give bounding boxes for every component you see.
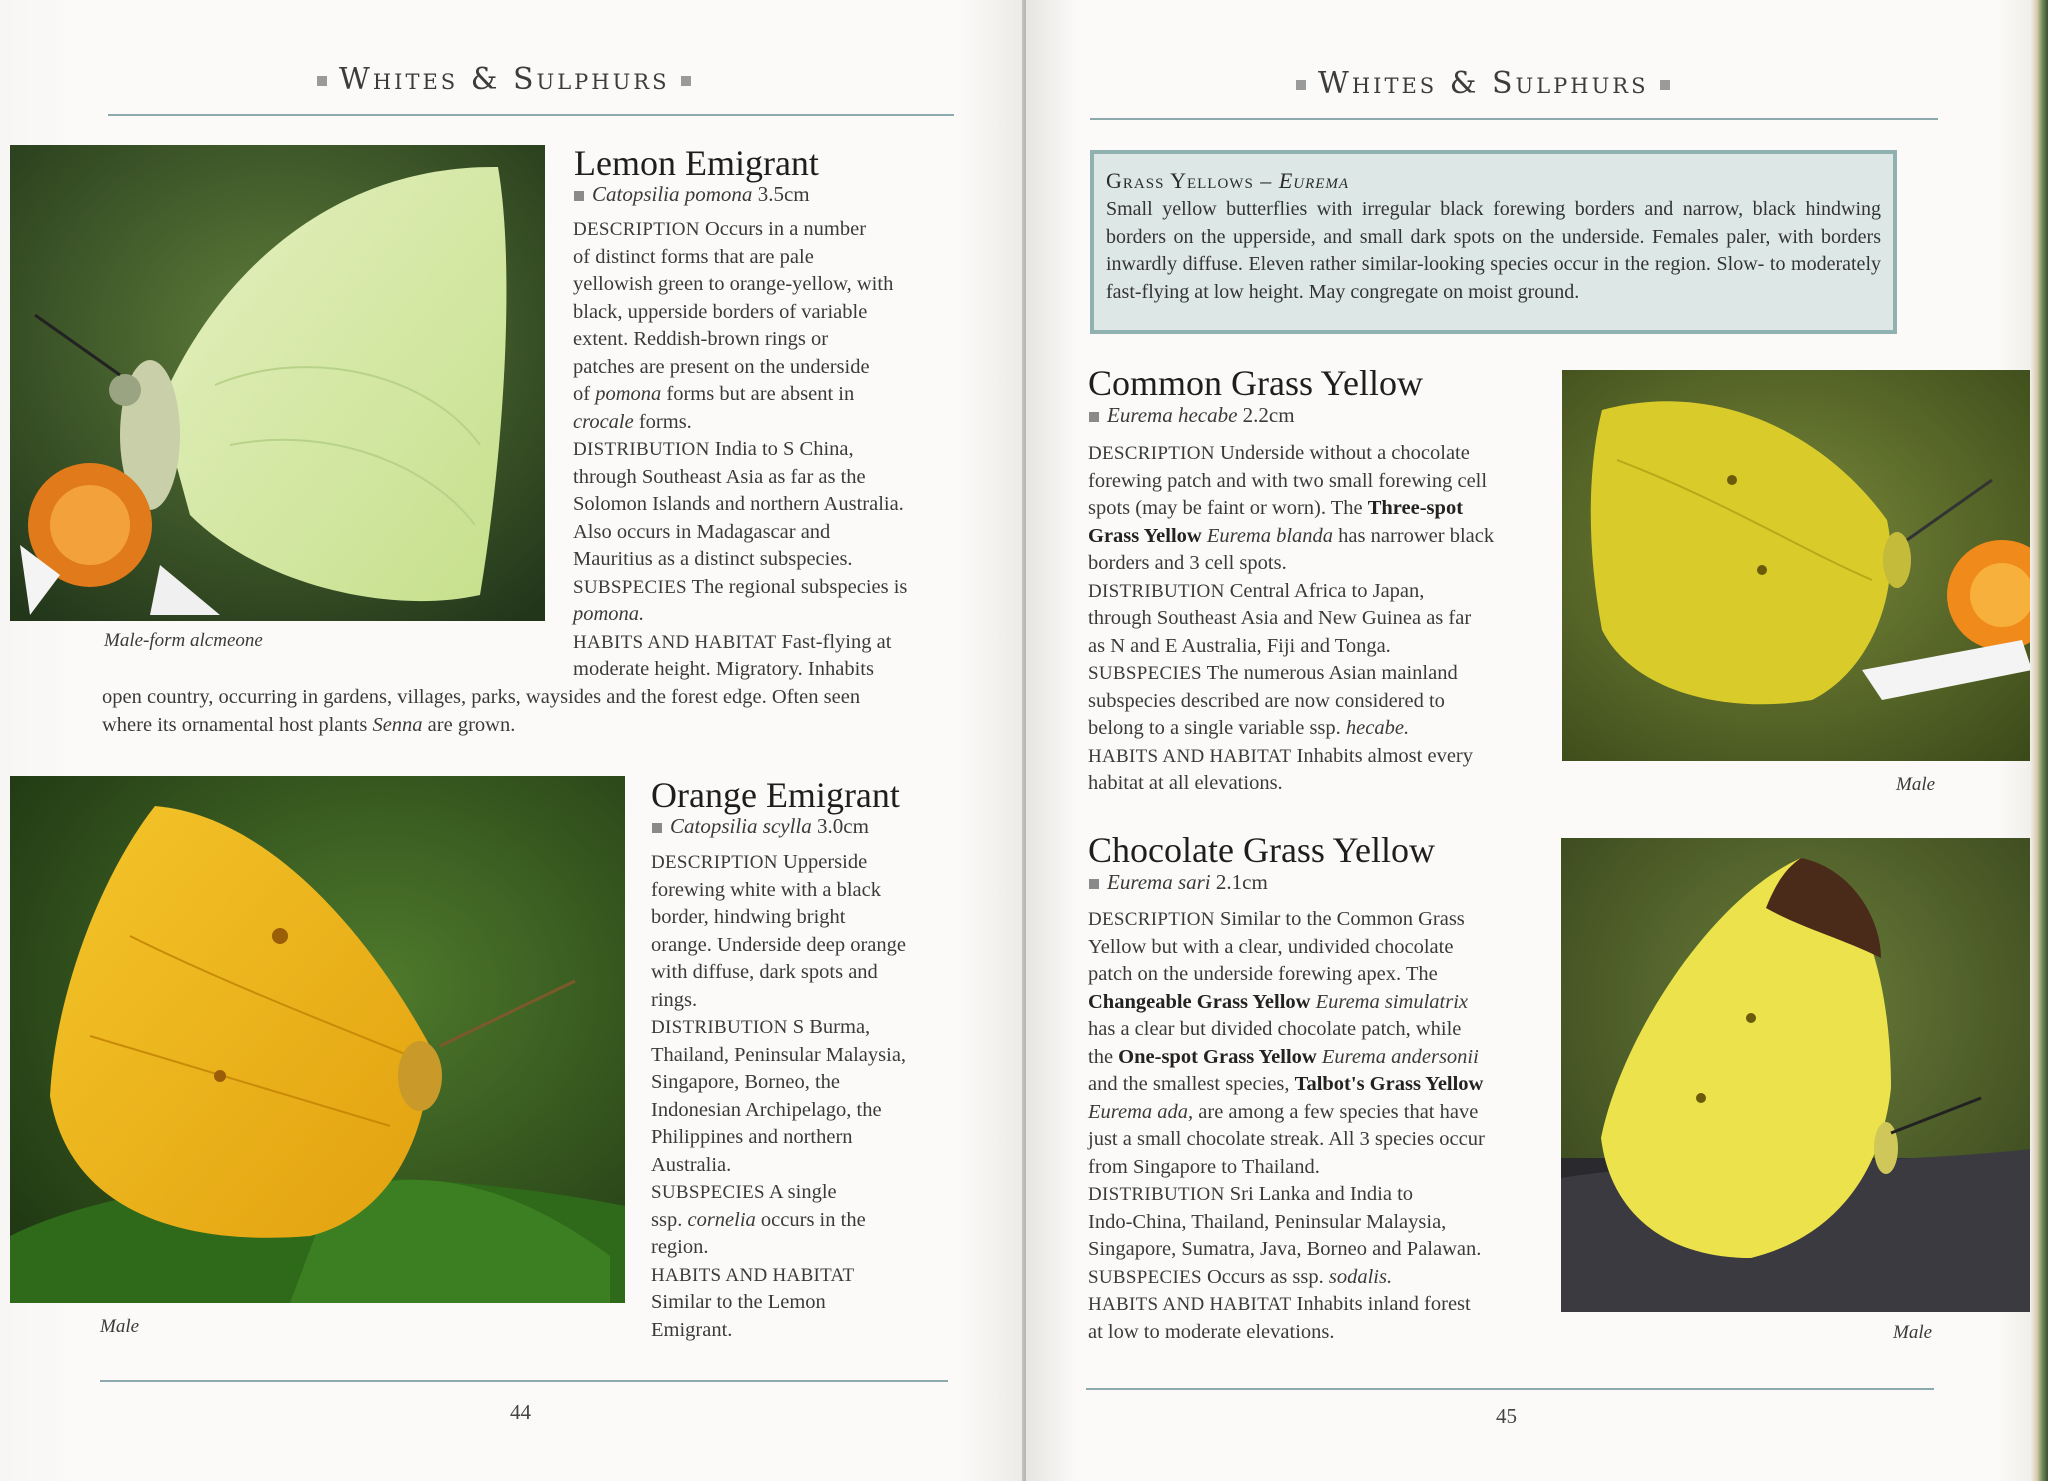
form-name: pomona [595,383,662,405]
text-line: Emigrant. [651,1318,733,1341]
heading-bullet-icon [681,76,691,86]
text-line: region. [651,1236,709,1258]
text-line: are among a few species that have [1198,1100,1479,1123]
text-line: Singapore, Borneo, the [651,1071,841,1093]
scientific-name: Catopsilia pomona [592,182,753,206]
text-line: Mauritius as a distinct subspecies. [573,548,853,570]
text-line: Also occurs in Madagascar and [573,520,831,543]
habits-label: HABITS AND HABITAT [1088,1294,1292,1315]
text-line: are grown. [427,713,516,736]
scientific-name: Catopsilia scylla [670,814,812,838]
text-line: yellowish green to orange-yellow, with [573,273,894,295]
text-line: Upperside [782,851,868,873]
text-line: A single [768,1181,837,1203]
text-line: Solomon Islands and northern Australia. [573,493,904,515]
wingspan: 2.2cm [1242,403,1295,427]
common-grass-yellow-title: Common Grass Yellow [1088,363,1424,403]
heading-bullet-icon [1296,80,1306,90]
host-plant-name: Senna [372,713,423,736]
chocolate-grass-yellow-scientific-line [1089,870,1268,895]
distribution-label: DISTRIBUTION [651,1017,788,1038]
text-line: through Southeast Asia as far as the [573,465,866,488]
left-page [0,0,1022,1481]
habits-label: HABITS AND HABITAT [651,1264,855,1286]
orange-emigrant-title: Orange Emigrant [651,775,900,815]
genus-box-heading: Grass Yellows – Eurema [1106,168,1350,193]
running-head: Whites & Sulphurs [305,62,703,97]
text-line: has a clear but divided chocolate patch, while [1088,1018,1462,1040]
text-line: just a small chocolate streak. All 3 species occur [1088,1128,1485,1150]
text-line: open country, occurring in gardens, villages, parks, waysides and the forest edge. Often seen [102,686,861,708]
subspecies-label: SUBSPECIES [1088,663,1202,684]
text-line: Indonesian Archipelago, the [651,1098,882,1121]
chocolate-grass-yellow-title: Chocolate Grass Yellow [1088,830,1435,870]
text-line: Australia. [651,1153,732,1176]
wingspan: 3.0cm [817,814,869,838]
common-grass-yellow-scientific-line [1089,403,1295,428]
bullet-icon [574,191,584,201]
text-line: black, upperside borders of variable [573,300,868,323]
running-head: Whites & Sulphurs [1284,66,1682,101]
heading-bullet-icon [317,76,327,86]
text-line: Yellow but with a clear, undivided chocolate [1088,935,1454,958]
text-line: moderate height. Migratory. Inhabits [573,658,874,680]
text-line: extent. Reddish-brown rings or [573,328,829,350]
common-grass-yellow-photo [1562,370,2042,761]
lemon-emigrant-text: DESCRIPTION Occurs in a number of distinct forms that are pale yellowish green to orange-yellow, with black, upperside borders of variable extent. Reddish-brown rings or patches are present on the underside of pomona forms but are absent in crocale forms. DISTRIBUTION India to S China, through Southeast Asia as far as the Solomon Islands and northern Australia. Also occurs in Madagascar and Mauritius as a distinct subspecies. SUBSPECIES The regional subspecies is pomona. HABITS AND HABITAT Fast-flying at moderate height. Migratory. Inhabits [573,216,1013,684]
scientific-name: Eurema hecabe [1107,403,1238,427]
page-number: 45 [1496,1404,1517,1428]
text-line: The numerous Asian mainland [1206,662,1458,684]
text-line: Occurs as ssp. [1207,1265,1324,1288]
text-line: Inhabits almost every [1296,744,1473,767]
text-line: Underside without a chocolate [1219,442,1470,464]
distribution-label: DISTRIBUTION [1088,580,1225,602]
text-line: through Southeast Asia and New Guinea as far [1088,607,1472,629]
form-name: crocale [573,410,634,433]
text-line: Sri Lanka and India to [1229,1183,1414,1205]
text-line: the [1088,1045,1114,1068]
header-rule [1090,118,1938,120]
text-line: Philippines and northern [651,1126,853,1148]
text-line: rings. [651,988,698,1011]
header-rule [108,114,954,116]
text-line: forms but are absent in [666,383,855,405]
text-line: The regional subspecies is [691,575,908,598]
text-line: patches are present on the underside [573,355,870,378]
chocolate-grass-yellow-caption: Male [1893,1322,1933,1343]
text-line: at low to moderate elevations. [1088,1320,1335,1343]
scientific-name: Eurema sari [1107,870,1211,894]
lemon-emigrant-scientific-line [574,182,810,207]
text-line: where its ornamental host plants [102,713,368,736]
text-line: border, hindwing bright [651,906,846,928]
text-line: Indo-China, Thailand, Peninsular Malaysia, [1088,1210,1447,1233]
subspecies-label: SUBSPECIES [651,1182,765,1203]
text-line: Similar to the Common Grass [1219,908,1465,930]
page-number: 44 [510,1400,531,1424]
genus-name: Eurema [1278,168,1350,193]
text-line: Thailand, Peninsular Malaysia, [651,1043,907,1066]
footer-rule [1086,1388,1934,1390]
orange-emigrant-photo [10,776,625,1303]
text-line: forewing white with a black [651,878,881,901]
text-line: borders and 3 cell spots. [1088,552,1287,574]
lemon-emigrant-title: Lemon Emigrant [574,143,819,183]
text-line: India to S China, [714,438,854,460]
subspecies-name: cornelia [687,1208,756,1231]
genus-info-box [1090,150,1897,334]
orange-emigrant-scientific-line [652,814,869,839]
related-scientific-name: Eurema andersonii [1321,1045,1479,1068]
related-scientific-name: Eurema ada, [1088,1100,1194,1123]
text-line: from Singapore to Thailand. [1088,1155,1320,1178]
text-line: forms. [638,410,692,433]
text-line: subspecies described are now considered to [1088,689,1445,712]
text-line: occurs in the [760,1208,866,1231]
related-species-name: One-spot Grass Yellow [1118,1045,1317,1068]
text-line: with diffuse, dark spots and [651,961,878,983]
description-label: DESCRIPTION [573,219,700,240]
text-line: belong to a single variable ssp. [1088,717,1341,739]
text-line: orange. Underside deep orange [651,933,906,956]
related-scientific-name: Eurema simulatrix [1315,990,1469,1013]
genus-box-text: Small yellow butterflies with irregular black forewing borders and narrow, black hindwing borders on the upperside, and small dark spots on the underside. Females paler, with borders inwardly diffuse. Eleven rather similar-looking species occur in the region. Slow- to moderately fast-flying at low height. May congregate on moist ground. [1106,198,1881,303]
text-line: Similar to the Lemon [651,1291,826,1313]
lemon-emigrant-text-continued [102,684,1017,739]
distribution-label: DISTRIBUTION [573,439,710,460]
orange-emigrant-text [651,849,1011,1344]
wingspan: 2.1cm [1215,870,1268,894]
common-grass-yellow-caption: Male [1896,774,1936,795]
related-species-name: Changeable Grass Yellow [1088,990,1311,1013]
text-line: S Burma, [792,1016,871,1038]
subspecies-label: SUBSPECIES [1088,1266,1202,1288]
related-species-name: Three-spot [1367,497,1464,519]
text-line: Singapore, Sumatra, Java, Borneo and Palawan. [1088,1238,1482,1260]
footer-rule [100,1380,948,1382]
text-line: ssp. [651,1208,683,1231]
page-edge [2030,0,2048,1481]
distribution-label: DISTRIBUTION [1088,1184,1225,1205]
text-line: Inhabits inland forest [1296,1293,1471,1315]
text-line: as N and E Australia, Fiji and Tonga. [1088,634,1391,657]
subspecies-name: pomona. [573,603,645,625]
text-line: Fast-flying at [781,630,892,653]
heading-bullet-icon [1660,80,1670,90]
text-line: has narrower black [1338,524,1495,547]
text-line: habitat at all elevations. [1088,772,1283,794]
text-line: spots (may be faint or worn). The [1088,497,1363,519]
text-line: forewing patch and with two small forewing cell [1088,469,1488,492]
text-line: Central Africa to Japan, [1229,579,1425,602]
orange-emigrant-caption: Male [100,1316,140,1337]
subspecies-name: sodalis. [1328,1265,1393,1288]
chocolate-grass-yellow-photo [1561,838,2041,1312]
text-line: of distinct forms that are pale [573,245,814,268]
description-label: DESCRIPTION [651,852,778,873]
text-line: patch on the underside forewing apex. The [1088,963,1438,985]
habits-label: HABITS AND HABITAT [1088,745,1292,767]
subspecies-name: hecabe. [1345,717,1410,739]
wingspan: 3.5cm [757,182,810,206]
lemon-emigrant-photo [10,145,545,621]
common-grass-yellow-text [1088,440,1558,798]
bullet-icon [652,823,662,833]
lemon-emigrant-caption: Male-form alcmeone [104,630,263,651]
chocolate-grass-yellow-text [1088,906,1558,1346]
related-species-name: Grass Yellow [1088,524,1202,547]
description-label: DESCRIPTION [1088,443,1215,464]
bullet-icon [1089,879,1099,889]
description-label: DESCRIPTION [1088,909,1215,930]
text-line: and the smallest species, [1088,1073,1290,1095]
text-line: Occurs in a number [704,218,867,240]
right-page [1026,0,2048,1481]
habits-label: HABITS AND HABITAT [573,631,777,653]
bullet-icon [1089,412,1099,422]
related-species-name: Talbot's Grass Yellow [1294,1073,1484,1095]
subspecies-label: SUBSPECIES [573,576,687,598]
related-scientific-name: Eurema blanda [1206,524,1334,547]
